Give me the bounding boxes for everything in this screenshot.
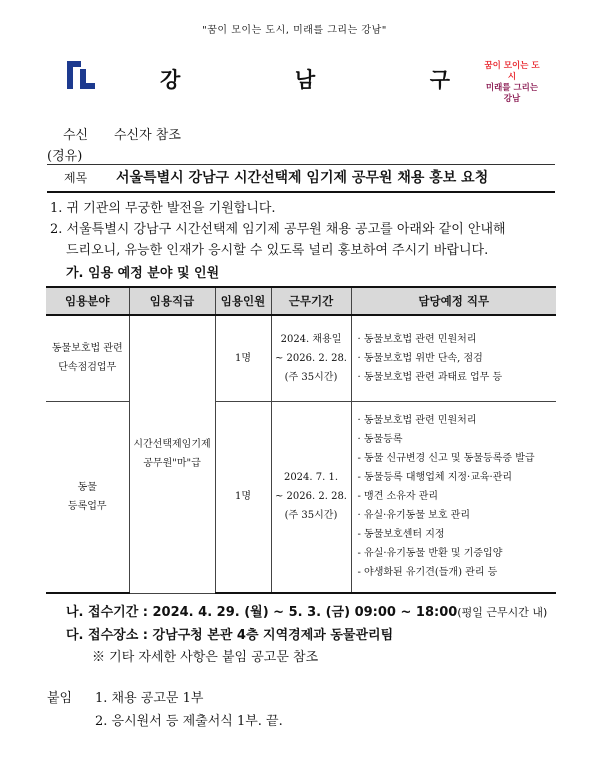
paragraph-2-line-2: 드리오니, 유능한 인재가 응시할 수 있도록 널리 홍보하여 주시기 바랍니다. bbox=[66, 243, 489, 258]
field-cell bbox=[46, 315, 129, 401]
attachment-label: 붙임 bbox=[47, 691, 73, 706]
paragraph-2-line-1: 2. 서울특별시 강남구 시간선택제 임기제 공무원 채용 공고를 아래와 같이 안내해 bbox=[50, 222, 506, 237]
duty-item: · 유실·유기동물 보호 관리 bbox=[357, 510, 470, 522]
paragraph-1: 1. 귀 기관의 무궁한 발전을 기원합니다. bbox=[50, 201, 276, 216]
org-char-2: 남 bbox=[294, 67, 316, 92]
via-label: (경유) bbox=[47, 149, 83, 164]
column-header: 임용분야 bbox=[46, 287, 129, 315]
rank-cell bbox=[129, 315, 215, 593]
duty-item: - 동물 신규변경 신고 및 동물등록증 발급 bbox=[357, 453, 535, 465]
duty-item: · 동물보호법 위반 단속, 점검 bbox=[357, 352, 483, 364]
org-char-3: 구 bbox=[429, 67, 450, 92]
etc-note: ※ 기타 자세한 사항은 붙임 공고문 참조 bbox=[92, 650, 319, 665]
period-text: 2024. 채용일 bbox=[280, 333, 342, 345]
duty-item: - 야생화된 유기견(들개) 관리 등 bbox=[357, 567, 498, 579]
emblem-line-2: 미래를 그리는 강남 bbox=[485, 83, 539, 104]
rank-text: 공무원"마"급 bbox=[143, 458, 201, 470]
duty-item: - 동물보호센터 지정 bbox=[357, 529, 445, 541]
reception-period-text: 나. 접수기간 : 2024. 4. 29. (월) ~ 5. 3. (금) 09:00 ~ 18:00 bbox=[66, 605, 458, 620]
rank-text: 시간선택제임기제 bbox=[133, 439, 211, 451]
table-header-row bbox=[46, 287, 556, 315]
field-text: 동물 bbox=[77, 481, 97, 493]
duty-item: · 동물보호법 관련 민원처리 bbox=[357, 333, 477, 345]
section-a-heading: 가. 임용 예정 분야 및 인원 bbox=[66, 266, 220, 281]
count-cell: 1명 bbox=[215, 315, 271, 401]
column-header: 임용직급 bbox=[129, 287, 215, 315]
recipient-value: 수신자 참조 bbox=[114, 128, 181, 143]
period-text: ~ 2026. 2. 28. bbox=[275, 491, 347, 503]
table-row bbox=[46, 315, 556, 401]
column-header: 근무기간 bbox=[271, 287, 351, 315]
reception-period-note: (평일 근무시간 내) bbox=[457, 606, 548, 619]
period-text: (주 35시간) bbox=[284, 510, 338, 522]
document-subject: 서울특별시 강남구 시간선택제 임기제 공무원 채용 홍보 요청 bbox=[116, 170, 489, 186]
period-text: 2024. 7. 1. bbox=[283, 472, 339, 484]
reception-place: 다. 접수장소 : 강남구청 본관 4층 지역경제과 동물관리팀 bbox=[66, 628, 394, 643]
emblem-line-1: 꿈이 모이는 도시 bbox=[484, 61, 540, 82]
period-cell bbox=[271, 315, 351, 401]
field-text: 등록업무 bbox=[67, 500, 107, 512]
column-header: 임용인원 bbox=[215, 287, 271, 315]
column-header: 담당예정 직무 bbox=[351, 287, 556, 315]
duty-cell bbox=[351, 315, 556, 401]
recipient-label: 수신 bbox=[63, 128, 89, 143]
subject-label: 제목 bbox=[64, 171, 88, 185]
period-text: (주 35시간) bbox=[284, 371, 338, 383]
gangnam-logo-icon bbox=[63, 58, 99, 92]
period-cell bbox=[271, 401, 351, 593]
duty-item: - 유실·유기동물 반환 및 기증입양 bbox=[357, 548, 503, 560]
organization-name bbox=[160, 64, 450, 94]
field-text: 단속점검업무 bbox=[58, 362, 117, 374]
duty-cell bbox=[351, 401, 556, 593]
count-cell: 1명 bbox=[215, 401, 271, 593]
duty-item: · 동물보호법 관련 과태료 업무 등 bbox=[357, 371, 503, 383]
table-row bbox=[46, 401, 556, 593]
attachment-1: 1. 채용 공고문 1부 bbox=[95, 691, 204, 706]
duty-item: · 동물보호법 관련 민원처리 bbox=[357, 415, 477, 427]
city-slogan-emblem bbox=[482, 61, 542, 105]
field-text: 동물보호법 관련 bbox=[51, 343, 123, 355]
recruitment-table bbox=[46, 286, 556, 594]
org-char-1: 강 bbox=[160, 67, 181, 92]
slogan: "꿈이 모이는 도시, 미래를 그리는 강남" bbox=[202, 25, 387, 36]
period-text: ~ 2026. 2. 28. bbox=[275, 352, 347, 364]
duty-item: - 동물등록 대행업체 지정·교육·관리 bbox=[357, 472, 513, 484]
reception-period bbox=[66, 601, 547, 620]
duty-item: · 동물등록 bbox=[357, 434, 403, 446]
attachment-2: 2. 응시원서 등 제출서식 1부. 끝. bbox=[95, 714, 283, 729]
duty-item: - 맹견 소유자 관리 bbox=[357, 491, 439, 503]
field-cell bbox=[46, 401, 129, 593]
